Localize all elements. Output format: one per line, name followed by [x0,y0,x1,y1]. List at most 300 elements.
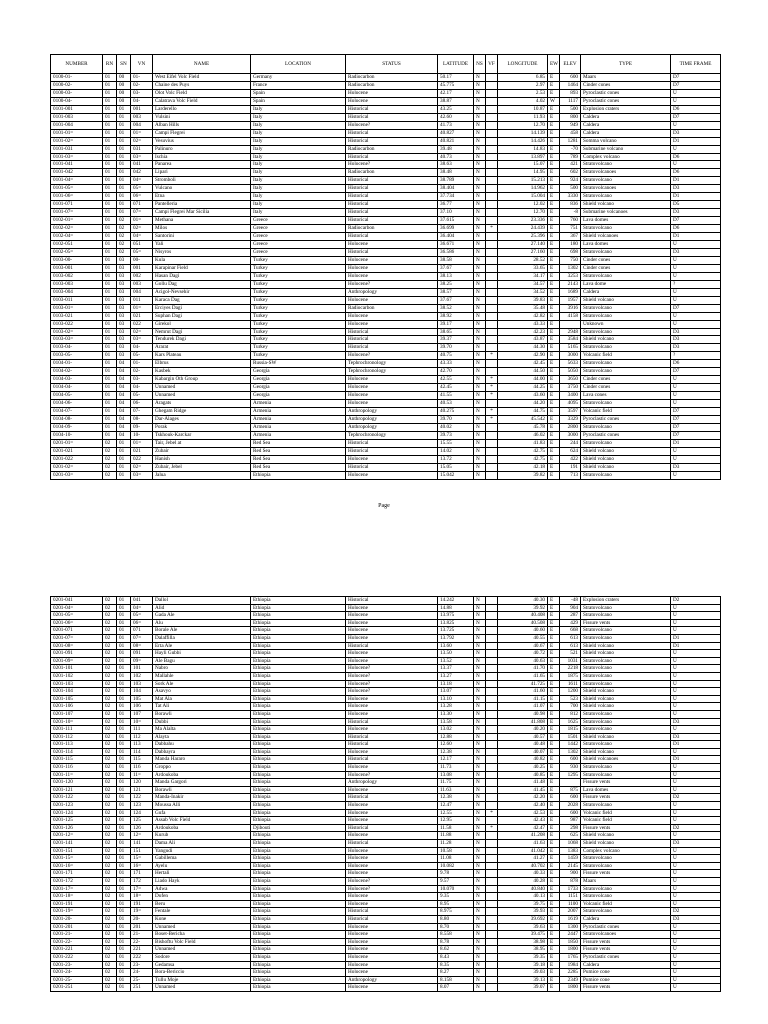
cell-latitude: 13.07 [438,688,474,696]
cell-vn: 03= [131,471,153,479]
table-row [51,400,721,408]
cell-sn: 01 [117,779,131,787]
cell-ns: N [474,976,486,984]
cell-number: 0201-12= [51,832,103,840]
cell-rn: 02 [103,832,117,840]
cell-time-frame: U [671,447,721,455]
cell-latitude: 38.65 [438,328,474,336]
cell-vn: 125 [131,817,153,825]
cell-vf [486,241,498,249]
cell-vf [486,360,498,368]
cell-status: Radiocarbon [346,225,438,233]
cell-location: Georgia [251,392,346,400]
cell-sn: 04 [117,360,131,368]
cell-elev: 602 [560,169,581,177]
cell-sn: 01 [117,129,131,137]
cell-rn: 02 [103,471,117,479]
cell-type: Stratovolcano [581,741,671,749]
cell-vn: 20- [131,915,153,923]
cell-rn: 02 [103,870,117,878]
cell-longitude: 41.07 [498,703,548,711]
cell-longitude: 38.95 [498,946,548,954]
cell-sn: 01 [117,809,131,817]
cell-rn: 02 [103,634,117,642]
cell-status: Anthropology [346,976,438,984]
cell-ns: N [474,384,486,392]
table-row [51,233,721,241]
cell-sn: 01 [117,665,131,673]
cell-elev: 2349 [560,976,581,984]
cell-type: Lava domes [581,241,671,249]
cell-number: 0103-04- [51,344,103,352]
cell-number: 0103-011 [51,296,103,304]
cell-rn: 02 [103,741,117,749]
cell-time-frame: U [671,969,721,977]
cell-status: Holocene [346,312,438,320]
cell-latitude: 9.78 [438,870,474,878]
cell-ns: N [474,726,486,734]
cell-sn: 01 [117,847,131,855]
cell-number: 0201-115 [51,756,103,764]
cell-location: Ethiopia [251,756,346,764]
cell-longitude: 41.83 [498,439,548,447]
cell-location: Ethiopia [251,953,346,961]
cell-ew: E [548,225,560,233]
cell-sn: 01 [117,710,131,718]
cell-latitude: 43.33 [438,360,474,368]
cell-vn: 07- [131,408,153,416]
cell-sn: 03 [117,272,131,280]
cell-number: 0104-09- [51,423,103,431]
cell-elev: 625 [560,832,581,840]
cell-longitude: 41.208 [498,832,548,840]
cell-location: Ethiopia [251,923,346,931]
cell-vf: * [486,352,498,360]
cell-type: Complex volcano [581,847,671,855]
cell-name: Olot Volc Field [153,89,251,97]
cell-number: 0201-221 [51,946,103,954]
cell-name: Nemrut Dagi [153,328,251,336]
cell-sn: 04 [117,392,131,400]
cell-latitude: 9.35 [438,893,474,901]
cell-location: Ethiopia [251,984,346,992]
cell-time-frame: U [671,145,721,153]
cell-ns: N [474,272,486,280]
cell-sn: 01 [117,169,131,177]
cell-rn: 01 [103,248,117,256]
table-row [51,862,721,870]
cell-location: Ethiopia [251,946,346,954]
cell-location: Turkey [251,264,346,272]
cell-elev: 3329 [560,415,581,423]
cell-ns: N [474,604,486,612]
cell-ns: N [474,201,486,209]
cell-elev: 1151 [560,893,581,901]
cell-location: Italy [251,121,346,129]
cell-ns: N [474,824,486,832]
cell-vf [486,177,498,185]
cell-type: Stratovolcano [581,908,671,916]
cell-ns: N [474,209,486,217]
cell-vn: 003 [131,113,153,121]
cell-ew: E [548,657,560,665]
cell-elev: 3916 [560,304,581,312]
cell-number: 0104-03- [51,376,103,384]
cell-vn: 115 [131,756,153,764]
cell-latitude: 13.37 [438,665,474,673]
cell-latitude: 12.38 [438,794,474,802]
cell-sn: 01 [117,946,131,954]
cell-name: Suphan Dagi [153,312,251,320]
cell-ew: E [548,688,560,696]
cell-elev: 600 [560,74,581,82]
cell-status: Holocene [346,604,438,612]
cell-name: Bora-Bericcio [153,969,251,977]
cell-name: Kula [153,256,251,264]
cell-vn: 04- [131,97,153,105]
cell-time-frame: U [671,256,721,264]
cell-ew: E [548,296,560,304]
cell-type: Stratovolcano [581,726,671,734]
cell-status: Historical [346,185,438,193]
cell-ns: N [474,847,486,855]
cell-location: Italy [251,193,346,201]
cell-vn: 03- [131,376,153,384]
cell-ew: E [548,153,560,161]
cell-latitude: 42.70 [438,368,474,376]
cell-type: Stratovolcano [581,423,671,431]
cell-vf [486,915,498,923]
cell-location: Ethiopia [251,870,346,878]
cell-status: Holocene [346,376,438,384]
cell-ns: N [474,105,486,113]
cell-longitude: 43.33 [498,320,548,328]
cell-ns: N [474,113,486,121]
cell-number: 0101-06= [51,193,103,201]
cell-vn: 05= [131,612,153,620]
cell-number: 0201-10= [51,718,103,726]
cell-status: Holocene [346,931,438,939]
cell-vn: 251 [131,984,153,992]
cell-location: Ethiopia [251,703,346,711]
cell-location: Djibouti [251,824,346,832]
cell-location: Italy [251,209,346,217]
cell-number: 0100-03- [51,89,103,97]
cell-type: Stratovolcano [581,304,671,312]
cell-latitude: 13.02 [438,726,474,734]
cell-elev: 878 [560,877,581,885]
cell-sn: 03 [117,328,131,336]
cell-latitude: 15.042 [438,471,474,479]
cell-rn: 01 [103,74,117,82]
cell-longitude: 4.02 [498,97,548,105]
cell-rn: 02 [103,847,117,855]
cell-number: 0201-22- [51,938,103,946]
cell-vf [486,264,498,272]
table-row [51,688,721,696]
cell-status: Holocene [346,471,438,479]
cell-type: Shield volcano [581,688,671,696]
cell-number: 0201-21- [51,931,103,939]
cell-rn: 01 [103,105,117,113]
cell-rn: 02 [103,969,117,977]
cell-sn: 01 [117,885,131,893]
cell-ns: N [474,710,486,718]
cell-rn: 02 [103,771,117,779]
cell-name: Unnamed [153,923,251,931]
cell-latitude: 12.55 [438,809,474,817]
cell-vf [486,627,498,635]
cell-vn: 08= [131,642,153,650]
cell-ns: N [474,241,486,249]
cell-vn: 15= [131,855,153,863]
cell-elev: 422 [560,455,581,463]
cell-longitude: 6.85 [498,74,548,82]
cell-elev: 1875 [560,672,581,680]
cell-name: Chaine des Puys [153,81,251,89]
cell-number: 0201-091 [51,650,103,658]
cell-type: Stratovolcano [581,802,671,810]
cell-latitude: 38.92 [438,312,474,320]
cell-status: Historical [346,718,438,726]
cell-ns: N [474,312,486,320]
cell-vf [486,779,498,787]
cell-status: Holocene [346,809,438,817]
cell-elev: 751 [560,225,581,233]
cell-status: Holocene [346,627,438,635]
cell-vf [486,695,498,703]
cell-vf [486,680,498,688]
col-vn: VN [131,55,153,74]
cell-status: Historical [346,177,438,185]
cell-sn: 04 [117,368,131,376]
cell-vf [486,908,498,916]
cell-ew: E [548,741,560,749]
cell-location: Ethiopia [251,733,346,741]
cell-vf [486,233,498,241]
cell-number: 0103-05- [51,352,103,360]
cell-ns: N [474,946,486,954]
cell-rn: 02 [103,718,117,726]
cell-ew: E [548,915,560,923]
cell-elev: 458 [560,129,581,137]
cell-ew: E [548,320,560,328]
cell-longitude: 14.95 [498,169,548,177]
cell-elev: 2007 [560,908,581,916]
volcano-table-2 [50,596,721,992]
table-row [51,193,721,201]
cell-time-frame: U [671,89,721,97]
cell-name: Gedamsa [153,961,251,969]
cell-rn: 02 [103,946,117,954]
cell-number: 0201-126 [51,824,103,832]
cell-elev: 1295 [560,771,581,779]
cell-name: Ayelu [153,862,251,870]
cell-location: Greece [251,241,346,249]
cell-time-frame: D7 [671,431,721,439]
cell-status: Holocene [346,938,438,946]
cell-status: Anthropology [346,423,438,431]
cell-name: Borawli [153,786,251,794]
cell-rn: 02 [103,938,117,946]
cell-ew: E [548,408,560,416]
cell-type: Shield volcano [581,733,671,741]
cell-location: Italy [251,153,346,161]
cell-vf [486,121,498,129]
table-row [51,748,721,756]
cell-type: Fissure vents [581,779,671,787]
cell-rn: 01 [103,256,117,264]
cell-vn: 041 [131,597,153,605]
cell-name: Alid [153,604,251,612]
cell-name: Vulcano [153,185,251,193]
cell-ew: E [548,344,560,352]
cell-vn: 24- [131,969,153,977]
cell-latitude: 36.77 [438,201,474,209]
cell-ew: E [548,672,560,680]
cell-sn: 01 [117,113,131,121]
cell-time-frame: U [671,748,721,756]
cell-location: Ethiopia [251,976,346,984]
cell-ns: N [474,463,486,471]
cell-rn: 02 [103,756,117,764]
cell-vf [486,665,498,673]
cell-type: Stratovolcano [581,764,671,772]
cell-ew: E [548,431,560,439]
cell-latitude: 13.50 [438,650,474,658]
cell-ew: E [548,817,560,825]
cell-latitude: 12.38 [438,748,474,756]
cell-ew: E [548,113,560,121]
cell-name: Gada Ale [153,612,251,620]
cell-rn: 02 [103,657,117,665]
cell-location: Italy [251,185,346,193]
cell-vn: 021 [131,312,153,320]
cell-time-frame: U [671,870,721,878]
cell-ns: N [474,248,486,256]
cell-ns: N [474,786,486,794]
cell-longitude: 40.30 [498,597,548,605]
cell-number: 0100-04- [51,97,103,105]
cell-ew: E [548,733,560,741]
cell-rn: 01 [103,161,117,169]
cell-vf [486,304,498,312]
table-row [51,969,721,977]
cell-vf [486,161,498,169]
cell-time-frame: U [671,400,721,408]
cell-status: Holocene? [346,680,438,688]
cell-number: 0101-071 [51,201,103,209]
cell-latitude: 15.05 [438,463,474,471]
cell-number: 0104-05- [51,392,103,400]
cell-location: Ethiopia [251,817,346,825]
cell-longitude: 41.27 [498,855,548,863]
cell-latitude: 13.18 [438,680,474,688]
cell-vf [486,893,498,901]
cell-type: Shield volcano [581,296,671,304]
cell-name: West Eifel Volc Field [153,74,251,82]
cell-elev: 4158 [560,312,581,320]
cell-type: Shield volcano [581,650,671,658]
cell-number: 0201-25- [51,976,103,984]
table-row [51,779,721,787]
table-row [51,137,721,145]
cell-status: Holocene? [346,688,438,696]
cell-name: Alu [153,619,251,627]
cell-elev: 500 [560,105,581,113]
cell-rn: 01 [103,81,117,89]
cell-elev: 1459 [560,855,581,863]
cell-vf [486,786,498,794]
cell-latitude: 36.404 [438,233,474,241]
cell-name: Milos [153,225,251,233]
cell-location: Ethiopia [251,665,346,673]
cell-name: Dofen [153,893,251,901]
cell-vf [486,832,498,840]
cell-name: Assab Volc Field [153,817,251,825]
cell-latitude: 13.60 [438,642,474,650]
cell-ew: E [548,612,560,620]
cell-sn: 04 [117,408,131,416]
cell-number: 0101-001 [51,105,103,113]
cell-ew: E [548,256,560,264]
cell-longitude: 11.93 [498,113,548,121]
cell-status: Holocene [346,961,438,969]
cell-latitude: 8.558 [438,931,474,939]
cell-location: Georgia [251,368,346,376]
cell-ns: N [474,185,486,193]
cell-ew: E [548,193,560,201]
cell-ew: E [548,893,560,901]
cell-location: Turkey [251,352,346,360]
cell-ew: E [548,931,560,939]
cell-rn: 02 [103,984,117,992]
cell-vn: 03= [131,153,153,161]
cell-type: Stratovolcano [581,627,671,635]
cell-type: Shield volcano [581,336,671,344]
cell-ns: N [474,817,486,825]
cell-type: Cinder cones [581,384,671,392]
cell-vn: 01= [131,129,153,137]
cell-time-frame: U [671,688,721,696]
cell-vf [486,193,498,201]
cell-number: 0201-07= [51,634,103,642]
table-row [51,908,721,916]
cell-ew: E [548,604,560,612]
cell-vn: 05= [131,185,153,193]
cell-status: Holocene [346,786,438,794]
cell-latitude: 50.17 [438,74,474,82]
cell-name: Mat Ala [153,695,251,703]
cell-type: Submarine volcano [581,145,671,153]
cell-number: 0201-01= [51,439,103,447]
cell-longitude: 44.25 [498,384,548,392]
cell-status: Historical [346,840,438,848]
cell-elev: 2285 [560,969,581,977]
cell-vf [486,328,498,336]
cell-longitude: 43.87 [498,336,548,344]
cell-name: Gabillema [153,855,251,863]
cell-longitude: 14.962 [498,185,548,193]
cell-number: 0101-031 [51,145,103,153]
cell-vn: 071 [131,627,153,635]
cell-sn: 01 [117,619,131,627]
cell-time-frame: U [671,121,721,129]
cell-ew: E [548,272,560,280]
table-row [51,718,721,726]
cell-latitude: 40.275 [438,408,474,416]
cell-location: Ethiopia [251,938,346,946]
